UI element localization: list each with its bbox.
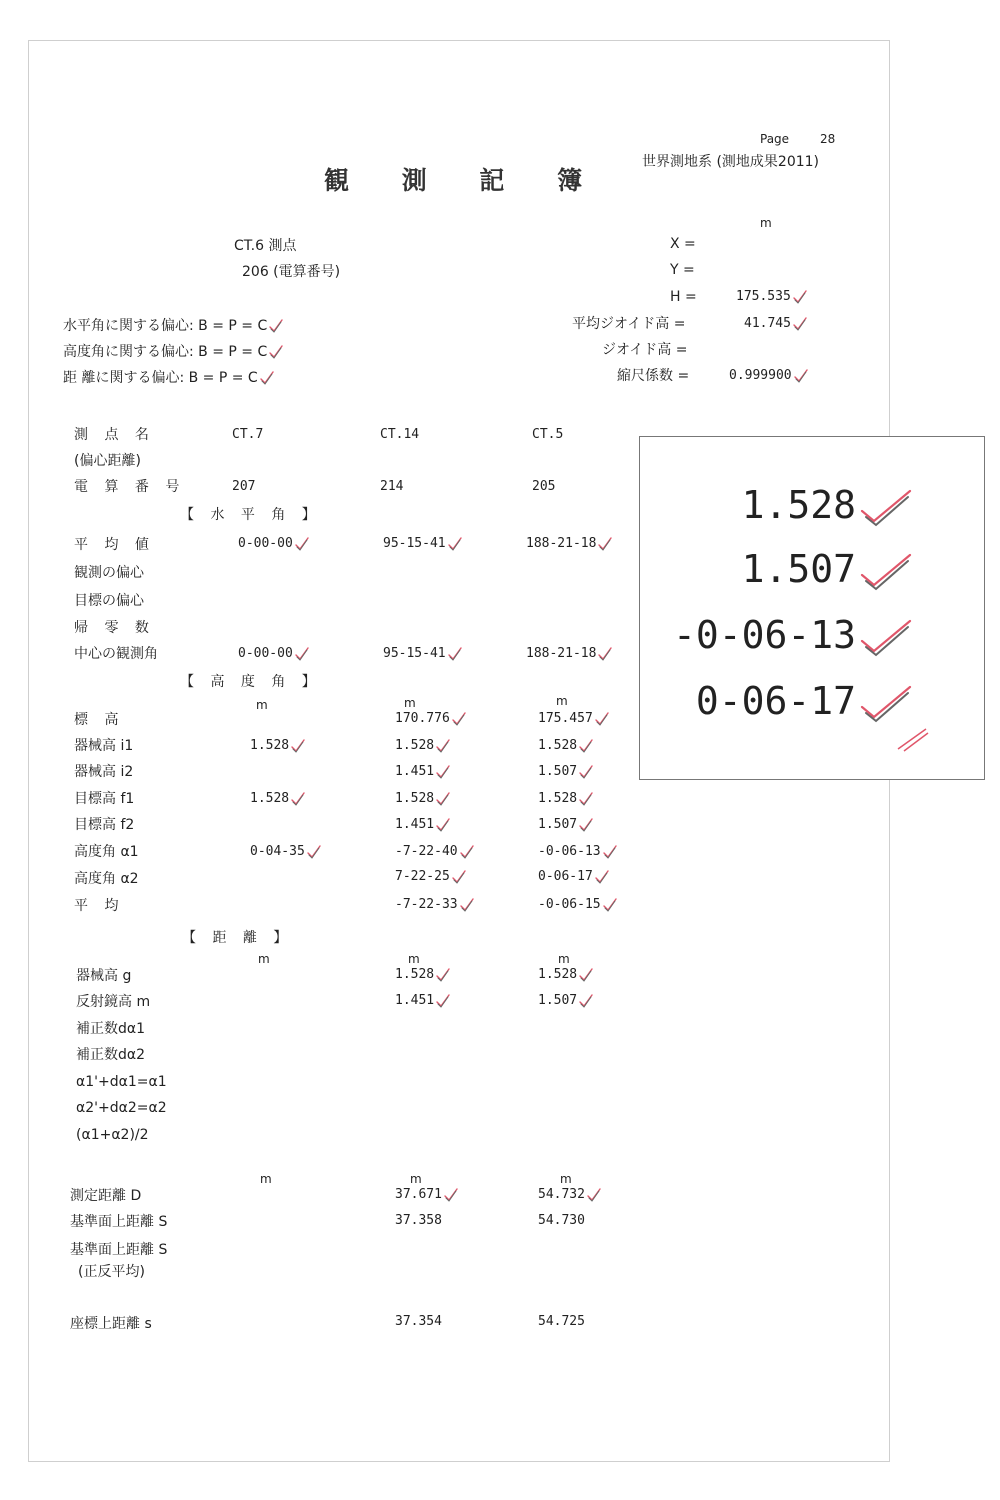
check-mark-icon (595, 870, 609, 884)
cell-name: CT.7 (232, 427, 264, 442)
label-eq3: (α1+α2)/2 (76, 1127, 149, 1143)
check-mark-icon (598, 537, 612, 551)
unit-m: m (558, 952, 570, 966)
geoid-mean-label: 平均ジオイド高 = (572, 316, 686, 332)
cell-f1: 1.528 (395, 790, 450, 808)
cell-elevation: 175.457 (538, 710, 609, 728)
cell-D: 37.671 (395, 1186, 458, 1204)
datum-label: 世界測地系 (測地成果2011) (642, 154, 820, 170)
check-mark-icon (291, 792, 305, 806)
check-mark-icon (295, 537, 309, 551)
cell-f2: 1.507 (538, 816, 593, 834)
check-mark-icon (579, 739, 593, 753)
label-alt-a1: 高度角 α1 (74, 844, 139, 860)
label-eq2: α2'+dα2=α2 (76, 1100, 167, 1116)
check-mark-icon (307, 845, 321, 859)
cell-i1: 1.528 (395, 737, 450, 755)
cell-S: 54.730 (538, 1213, 585, 1228)
check-mark-icon (448, 647, 462, 661)
cell-name: CT.5 (532, 427, 564, 442)
cell-avg: -7-22-33 (395, 896, 474, 914)
check-mark-icon (444, 1188, 458, 1202)
page-number: 28 (820, 132, 836, 146)
label-ref-dist-2: 基準面上距離 S (70, 1242, 168, 1258)
check-mark-icon (579, 818, 593, 832)
cell-D: 54.732 (538, 1186, 601, 1204)
check-mark-icon (269, 345, 283, 359)
label-elevation: 標 高 (74, 712, 125, 728)
unit-m: m (408, 952, 420, 966)
check-mark-icon (858, 617, 914, 657)
label-ref-dist: 基準面上距離 S (70, 1214, 168, 1230)
unit-m: m (256, 698, 268, 712)
check-mark-icon (793, 290, 807, 304)
unit-m: m (410, 1172, 422, 1186)
label-tgt-h-f2: 目標高 f2 (74, 817, 135, 833)
check-mark-icon (858, 683, 914, 723)
label-inst-h-g: 器械高 g (76, 968, 132, 984)
check-mark-icon (291, 739, 305, 753)
check-mark-icon (260, 371, 274, 385)
cell-a1: 0-04-35 (250, 843, 321, 861)
label-meas-dist: 測定距離 D (70, 1188, 142, 1204)
cell-h_mean: 188-21-18 (526, 535, 612, 553)
unit-m: m (556, 694, 568, 708)
check-mark-icon (436, 994, 450, 1008)
check-mark-icon (579, 968, 593, 982)
h-label: H = (670, 289, 697, 305)
scale-label: 縮尺係数 = (617, 368, 690, 384)
unit-m: m (404, 696, 416, 710)
scale-value: 0.999900 (729, 367, 808, 385)
cell-elevation: 170.776 (395, 710, 466, 728)
station-name: CT.6 測点 (234, 238, 297, 254)
check-mark-icon (598, 647, 612, 661)
check-mark-icon (460, 898, 474, 912)
label-average: 平 均 (74, 898, 125, 914)
check-mark-icon (587, 1188, 601, 1202)
check-mark-icon (436, 765, 450, 779)
h-value: 175.535 (736, 288, 807, 306)
label-tgt-h-f1: 目標高 f1 (74, 791, 135, 807)
label-inst-h-i1: 器械高 i1 (74, 738, 134, 754)
station-calc-number: 206 (電算番号) (242, 264, 341, 280)
label-corr-da2: 補正数dα2 (76, 1047, 146, 1063)
check-mark-icon (448, 537, 462, 551)
label-obs-ecc: 観測の偏心 (74, 565, 144, 581)
cell-h_mean: 0-00-00 (238, 535, 309, 553)
unit-m: m (560, 1172, 572, 1186)
check-mark-icon (896, 727, 930, 753)
ecc-distance: 距 離に関する偏心: B = P = C (63, 369, 274, 387)
geoid-label: ジオイド高 = (602, 342, 688, 358)
check-mark-icon (595, 712, 609, 726)
cell-f2: 1.451 (395, 816, 450, 834)
zoom-inset (639, 436, 985, 780)
zoom-value: 1.528 (741, 483, 856, 527)
cell-calc_no: 214 (380, 479, 404, 494)
check-mark-icon (460, 845, 474, 859)
y-label: Y = (670, 262, 695, 278)
cell-f1: 1.528 (538, 790, 593, 808)
label-point-name: 測 点 名 (74, 427, 155, 443)
label-calc-no: 電 算 番 号 (74, 479, 186, 495)
cell-a1: -7-22-40 (395, 843, 474, 861)
check-mark-icon (452, 870, 466, 884)
label-grid-dist: 座標上距離 s (70, 1316, 152, 1332)
unit-m: m (258, 952, 270, 966)
zoom-value: 1.507 (741, 547, 856, 591)
check-mark-icon (579, 994, 593, 1008)
label-corr-da1: 補正数dα1 (76, 1021, 146, 1037)
cell-i2: 1.451 (395, 763, 450, 781)
label-refl-h-m: 反射鏡高 m (76, 994, 151, 1010)
label-eq1: α1'+dα1=α1 (76, 1074, 167, 1090)
check-mark-icon (436, 792, 450, 806)
page-title: 観 測 記 簿 (324, 166, 605, 195)
cell-name: CT.14 (380, 427, 420, 442)
check-mark-icon (858, 551, 914, 591)
ecc-horizontal: 水平角に関する偏心: B = P = C (63, 317, 283, 335)
check-mark-icon (436, 739, 450, 753)
check-mark-icon (452, 712, 466, 726)
label-ecc-distance: (偏心距離) (74, 453, 141, 469)
page-label: Page (760, 132, 790, 146)
label-zero-return: 帰 零 数 (74, 620, 155, 636)
cell-g: 1.528 (395, 966, 450, 984)
cell-calc_no: 207 (232, 479, 256, 494)
section-horizontal: 【 水 平 角 】 (180, 507, 322, 523)
cell-avg: -0-06-15 (538, 896, 617, 914)
cell-m: 1.451 (395, 992, 450, 1010)
unit-m: m (260, 1172, 272, 1186)
cell-i2: 1.507 (538, 763, 593, 781)
cell-m: 1.507 (538, 992, 593, 1010)
check-mark-icon (295, 647, 309, 661)
cell-a2: 7-22-25 (395, 868, 466, 886)
label-mean-value: 平 均 値 (74, 537, 155, 553)
check-mark-icon (603, 845, 617, 859)
check-mark-icon (793, 317, 807, 331)
check-mark-icon (579, 792, 593, 806)
zoom-value: -0-06-13 (672, 613, 856, 657)
cell-h_center: 0-00-00 (238, 645, 309, 663)
cell-h_center: 188-21-18 (526, 645, 612, 663)
section-distance: 【 距 離 】 (182, 930, 294, 946)
geoid-mean-value: 41.745 (744, 315, 807, 333)
cell-a1: -0-06-13 (538, 843, 617, 861)
cell-h_center: 95-15-41 (383, 645, 462, 663)
cell-i1: 1.528 (250, 737, 305, 755)
x-label: X = (670, 236, 696, 252)
cell-S: 37.358 (395, 1213, 442, 1228)
label-alt-a2: 高度角 α2 (74, 871, 139, 887)
check-mark-icon (579, 765, 593, 779)
check-mark-icon (436, 968, 450, 982)
label-target-ecc: 目標の偏心 (74, 593, 144, 609)
check-mark-icon (603, 898, 617, 912)
cell-i1: 1.528 (538, 737, 593, 755)
cell-g: 1.528 (538, 966, 593, 984)
label-center-angle: 中心の観測角 (74, 646, 158, 662)
cell-s: 54.725 (538, 1314, 585, 1329)
label-fwd-rev-mean: (正反平均) (78, 1264, 145, 1280)
cell-s: 37.354 (395, 1314, 442, 1329)
check-mark-icon (858, 487, 914, 527)
cell-a2: 0-06-17 (538, 868, 609, 886)
check-mark-icon (269, 319, 283, 333)
cell-f1: 1.528 (250, 790, 305, 808)
cell-calc_no: 205 (532, 479, 556, 494)
coord-unit: m (760, 216, 772, 230)
check-mark-icon (436, 818, 450, 832)
cell-h_mean: 95-15-41 (383, 535, 462, 553)
zoom-value: 0-06-17 (695, 679, 856, 723)
ecc-vertical: 高度角に関する偏心: B = P = C (63, 343, 283, 361)
section-vertical: 【 高 度 角 】 (180, 674, 322, 690)
label-inst-h-i2: 器械高 i2 (74, 764, 134, 780)
check-mark-icon (794, 369, 808, 383)
